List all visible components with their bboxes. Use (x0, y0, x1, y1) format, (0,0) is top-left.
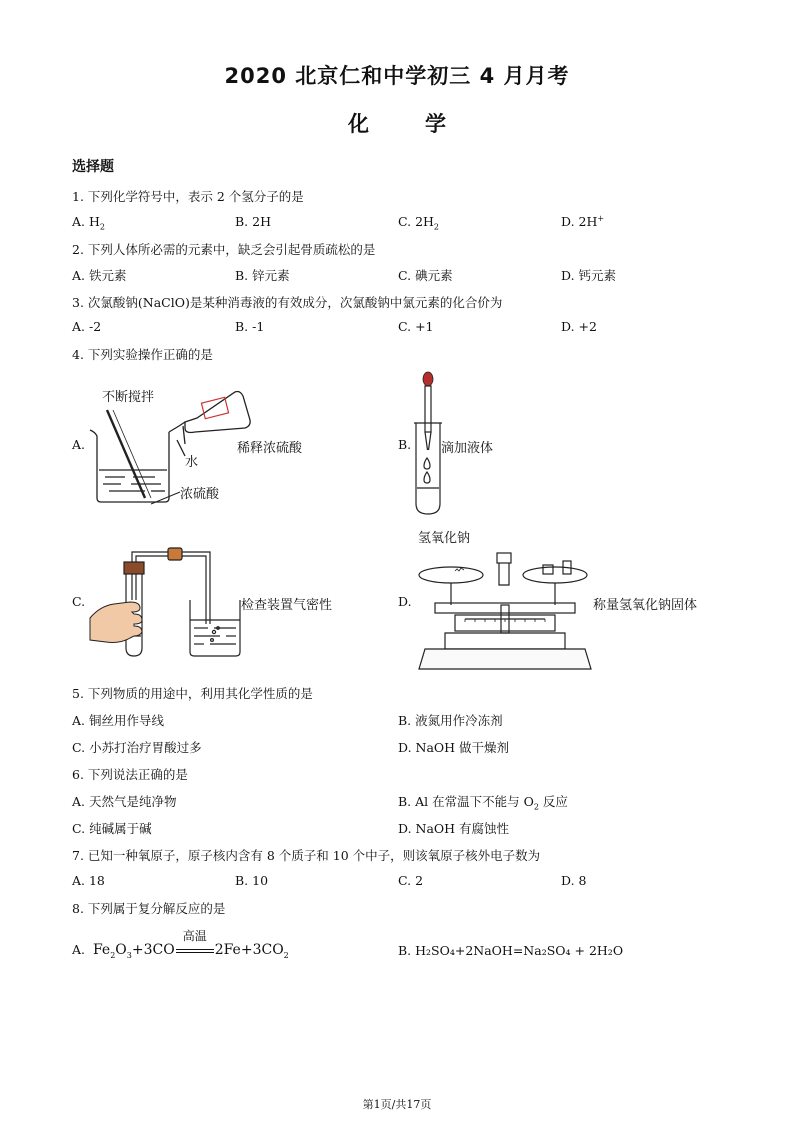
q8-stem: 8. 下列属于复分解反应的是 (72, 901, 226, 916)
reaction-condition: 高温 (182, 929, 207, 943)
q3-option-a: A. -2 (72, 319, 102, 334)
airtightness-check-figure (90, 540, 250, 660)
q5-stem: 5. 下列物质的用途中，利用其化学性质的是 (72, 686, 313, 701)
q5-option-b: B. 液氮用作冷冻剂 (398, 713, 503, 728)
q4-a-caption: 稀释浓硫酸 (237, 441, 303, 456)
q4-b-caption: 滴加液体 (441, 441, 494, 456)
q5-option-a: A. 铜丝用作导线 (72, 713, 164, 728)
q7-stem: 7. 已知一种氧原子，原子核内含有 8 个质子和 10 个中子，则该氧原子核外电子数为 (72, 848, 541, 863)
q2-option-a: A. 铁元素 (72, 268, 127, 283)
q3-option-b: B. -1 (235, 319, 265, 334)
q2-stem: 2. 下列人体所必需的元素中，缺乏会引起骨质疏松的是 (72, 242, 376, 257)
subject-char-2: 学 (425, 112, 446, 136)
q3-option-c: C. +1 (398, 319, 434, 334)
q6-option-a: A. 天然气是纯净物 (72, 794, 177, 809)
q8-option-b: B. H₂SO₄+2NaOH=Na₂SO₄ + 2H₂O (398, 943, 624, 958)
q6-stem: 6. 下列说法正确的是 (72, 767, 188, 782)
subject-title (0, 108, 794, 138)
q6-option-c: C. 纯碱属于碱 (72, 821, 152, 836)
q1-stem: 1. 下列化学符号中，表示 2 个氢分子的是 (72, 189, 304, 204)
q8-option-a: A. $Fe_2O_3+3CO$ 高温 $2Fe+3CO_2$ (72, 929, 289, 960)
q4-a-acid-label: 浓硫酸 (180, 487, 220, 502)
page-footer: 第1页/共17页 (362, 1098, 432, 1111)
q6-option-d: D. NaOH 有腐蚀性 (398, 821, 510, 836)
q1-option-d: D. 2H+ (561, 214, 605, 230)
section-heading: 选择题 (72, 159, 114, 175)
q4-c-caption: 检查装置气密性 (241, 598, 333, 613)
q4-a-water-label: 水 (185, 455, 199, 470)
subject-char-1: 化 (348, 112, 369, 136)
q4-option-c-letter: C. (72, 594, 86, 609)
q3-stem: 3. 次氯酸钠(NaClO)是某种消毒液的有效成分，次氯酸钠中氯元素的化合价为 (72, 295, 503, 310)
q7-option-a: A. 18 (72, 873, 105, 888)
balance-scale-figure (415, 545, 595, 675)
q4-option-d-letter: D. (398, 594, 412, 609)
q4-d-naoh-label: 氢氧化钠 (418, 531, 471, 546)
q1-option-b: B. 2H (235, 214, 271, 229)
q5-option-d: D. NaOH 做干燥剂 (398, 740, 510, 755)
q7-option-d: D. 8 (561, 873, 587, 888)
q4-a-stir-label: 不断搅拌 (102, 390, 155, 405)
q5-option-c: C. 小苏打治疗胃酸过多 (72, 740, 202, 755)
q6-option-b: B. Al 在常温下不能与 $O_2$ 反应 (398, 794, 568, 812)
q4-stem: 4. 下列实验操作正确的是 (72, 347, 213, 362)
q1-option-a: A. $H_2$ (72, 214, 105, 232)
q4-d-caption: 称量氢氧化钠固体 (593, 598, 698, 613)
q2-option-b: B. 锌元素 (235, 268, 290, 283)
q7-option-b: B. 10 (235, 873, 269, 888)
q1-option-c: C. $2H_2$ (398, 214, 440, 232)
q4-option-b-letter: B. (398, 437, 412, 452)
q2-option-c: C. 碘元素 (398, 268, 453, 283)
q3-option-d: D. +2 (561, 319, 597, 334)
q2-option-d: D. 钙元素 (561, 268, 617, 283)
beaker-dilution-figure (85, 380, 245, 510)
q4-option-a-letter: A. (72, 437, 86, 452)
page-title: 2020 北京仁和中学初三 4 月月考 (224, 64, 570, 88)
q7-option-c: C. 2 (398, 873, 424, 888)
